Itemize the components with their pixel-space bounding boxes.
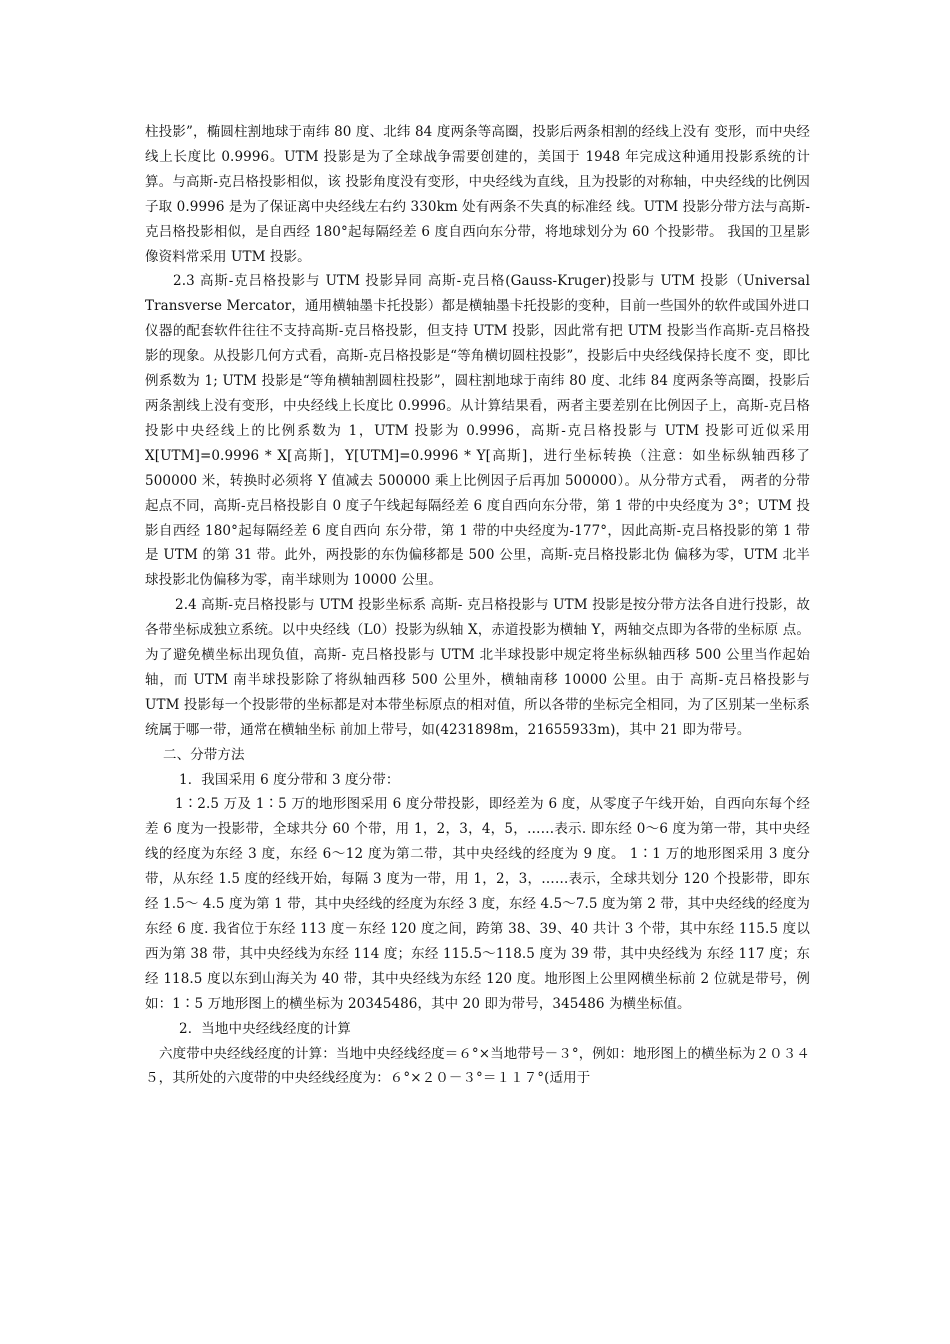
paragraph-zone-details: 1∶2.5 万及 1∶5 万的地形图采用 6 度分带投影，即经差为 6 度，从零度子午线开始，自西向东每个经差 6 度为一投影带，全球共分 60 个带，用 1，2，3，4，5，……表示. 即东经 0～6 度为第一带，其中央经线的经度为东经 3 度，东经 6～12 度为第二带，其中央经线的经度为 9 度。 1∶1 万的地形图采用 3 度分带，从东经 1.5 度的经线开始，每隔 3 度为一带，用 1，2，3，……表示，全球共划分 120 个投影带，即东经 1.5～ 4.5 度为第 1 带，其中央经线的经度为东经 3 度，东经 4.5～7.5 度为第 2 带，其中央经线的经度为东经 6 度. 我省位于东经 113 度－东经 120 度之间，跨第 38、39、40 共计 3 个带，其中东经 115.5 度以西为第 38 带，其中央经线为东经 114 度；东经 115.5～118.5 度为 39 带，其中央经线为 东经 117 度；东经 118.5 度以东到山海关为 40 带，其中央经线为东经 120 度。地形图上公里网横坐标前 2 位就是带号，例如：1∶5 万地形图上的横坐标为 20345486，其中 20 即为带号，345486 为横坐标值。 [145, 796, 810, 1012]
document-body [145, 120, 810, 1091]
subheading-central-meridian-calc: 2．当地中央经线经度的计算 [179, 1020, 351, 1037]
subheading-6-and-3-degree-zones: 1．我国采用 6 度分带和 3 度分带： [179, 771, 400, 788]
section-heading-zoning-methods: 二、分带方法 [163, 746, 245, 763]
paragraph-section-2-4: 2.4 高斯-克吕格投影与 UTM 投影坐标系 高斯- 克吕格投影与 UTM 投影是按分带方法各自进行投影，故各带坐标成独立系统。以中央经线（L0）投影为纵轴 X，赤道投影为横轴 Y，两轴交点即为各带的坐标原 点。为了避免横坐标出现负值，高斯- 克吕格投影与 UTM 北半球投影中规定将坐标纵轴西移 500 公里当作起始轴，而 UTM 南半球投影除了将纵轴西移 500 公里外，横轴南移 10000 公里。由于 高斯-克吕格投影与 UTM 投影每一个投影带的坐标都是对本带坐标原点的相对值，所以各带的坐标完全相同，为了区别某一坐标系统属于哪一带，通常在横轴坐标 前加上带号，如(4231898m，21655933m)，其中 21 即为带号。 [145, 597, 810, 738]
paragraph-section-2-3: 2.3 高斯-克吕格投影与 UTM 投影异同 高斯-克吕格(Gauss-Kruger)投影与 UTM 投影（Universal Transverse Mercator，通用横轴墨卡托投影）都是横轴墨卡托投影的变种，目前一些国外的软件或国外进口仪器的配套软件往往不支持高斯-克吕格投影，但支持 UTM 投影，因此常有把 UTM 投影当作高斯-克吕格投影的现象。从投影几何方式看，高斯-克吕格投影是“等角横切圆柱投影”，投影后中央经线保持长度不 变，即比例系数为 1; UTM 投影是“等角横轴割圆柱投影”，圆柱割地球于南纬 80 度、北纬 84 度两条等高圈，投影后两条割线上没有变形，中央经线上长度比 0.9996。从计算结果看，两者主要差别在比例因子上，高斯-克吕格投影中央经线上的比例系数为 1，UTM 投影为 0.9996，高斯-克吕格投影与 UTM 投影可近似采用 X[UTM]=0.9996 * X[高斯]，Y[UTM]=0.9996 * Y[高斯]，进行坐标转换（注意：如坐标纵轴西移了 500000 米，转换时必须将 Y 值减去 500000 乘上比例因子后再加 500000）。从分带方式看， 两者的分带起点不同，高斯-克吕格投影自 0 度子午线起每隔经差 6 度自西向东分带，第 1 带的中央经度为 3°；UTM 投影自西经 180°起每隔经差 6 度自西向 东分带，第 1 带的中央经度为-177°，因此高斯-克吕格投影的第 1 带是 UTM 的第 31 带。此外，两投影的东伪偏移都是 500 公里，高斯-克吕格投影北伪 偏移为零，UTM 北半球投影北伪偏移为零，南半球则为 10000 公里。 [145, 273, 810, 589]
paragraph-six-degree-formula: 六度带中央经线经度的计算：当地中央经线经度＝６°×当地带号－３°，例如：地形图上的横坐标为２０３４５，其所处的六度带的中央经线经度为：６°×２０－３°＝１１７°(适用于 [145, 1045, 810, 1087]
paragraph-utm-intro: 柱投影”，椭圆柱割地球于南纬 80 度、北纬 84 度两条等高圈，投影后两条相割的经线上没有 变形，而中央经线上长度比 0.9996。UTM 投影是为了全球战争需要创建的，美国于 1948 年完成这种通用投影系统的计算。与高斯-克吕格投影相似，该 投影角度没有变形，中央经线为直线，且为投影的对称轴，中央经线的比例因子取 0.9996 是为了保证离中央经线左右约 330km 处有两条不失真的标准经 线。UTM 投影分带方法与高斯-克吕格投影相似，是自西经 180°起每隔经差 6 度自西向东分带，将地球划分为 60 个投影带。 我国的卫星影像资料常采用 UTM 投影。 [145, 124, 810, 265]
